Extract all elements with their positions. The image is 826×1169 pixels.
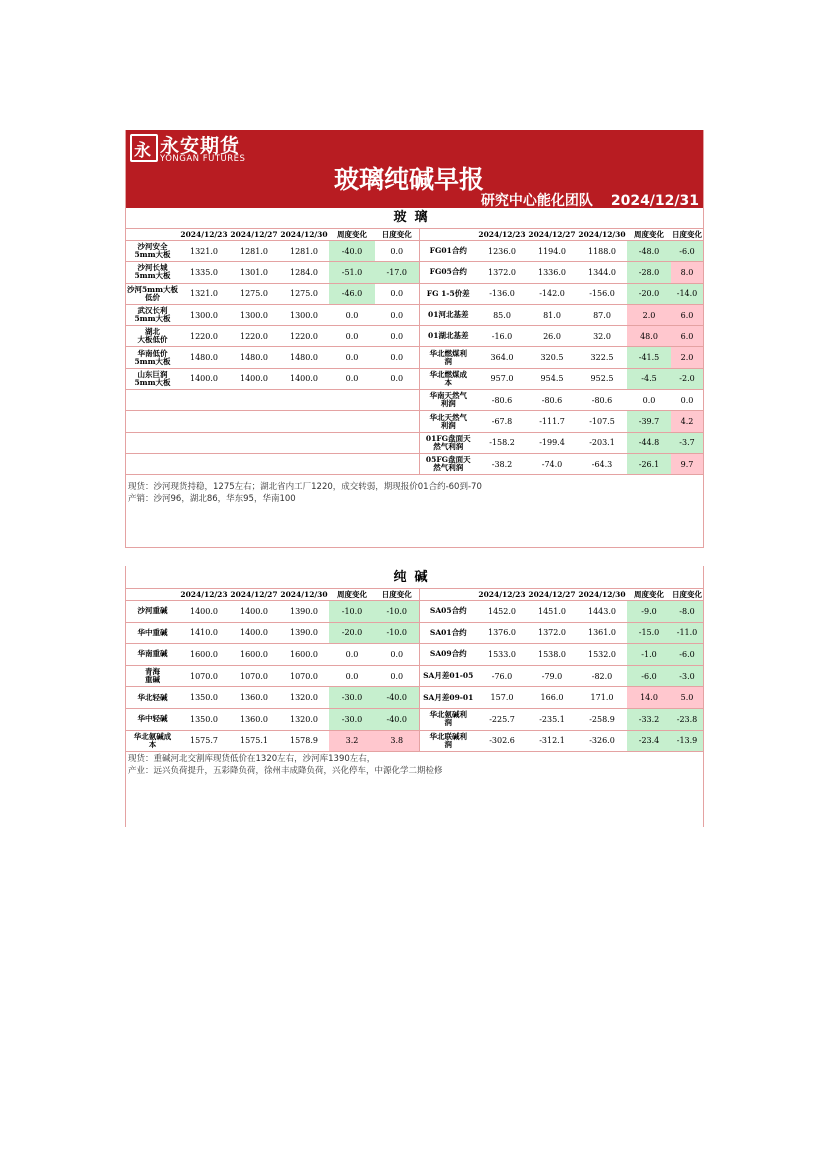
soda-header-row (126, 589, 703, 601)
price-value: 1301.0 (229, 262, 279, 283)
row-label: 华中重碱 (126, 622, 179, 644)
price-value: 171.0 (577, 687, 627, 709)
price-value: 1281.0 (229, 241, 279, 262)
price-value: 1390.0 (279, 622, 329, 644)
column-header: 2024/12/27 (528, 230, 576, 239)
table-row (126, 411, 703, 432)
price-value: -258.9 (577, 708, 627, 730)
price-value (279, 453, 329, 474)
row-label: SA09合约 (419, 644, 477, 666)
price-value (279, 432, 329, 453)
row-label: 沙河安全 5mm大板 (126, 241, 179, 262)
column-header: 周度变化 (627, 589, 671, 601)
logo-chinese-name: 永安期货 (160, 135, 241, 157)
price-value: 1372.0 (477, 262, 527, 283)
soda-note-industry: 产业：远兴负荷提升，五彩降负荷，徐州丰成降负荷，兴化停车，中源化学二期检修 (128, 766, 443, 776)
change-value: 0.0 (375, 368, 419, 389)
price-value: 1578.9 (279, 730, 329, 752)
price-value: 85.0 (477, 304, 527, 325)
price-value (179, 453, 229, 474)
change-value: 2.0 (627, 304, 671, 325)
row-label: 华北氨碱利 润 (419, 708, 477, 730)
change-value: -26.1 (627, 453, 671, 474)
glass-price-table (126, 229, 703, 475)
price-value: 1194.0 (527, 241, 577, 262)
change-value: -4.5 (627, 368, 671, 389)
column-header: 2024/12/30 (578, 590, 626, 599)
price-value: 1070.0 (179, 665, 229, 687)
row-label: 01湖北基差 (419, 326, 477, 347)
table-row (126, 283, 703, 304)
column-header: 日度变化 (375, 589, 419, 601)
price-value: 954.5 (527, 368, 577, 389)
price-value: 1281.0 (279, 241, 329, 262)
price-value: -82.0 (577, 665, 627, 687)
price-value: 1480.0 (279, 347, 329, 368)
change-value: -14.0 (671, 283, 703, 304)
team-name: 研究中心能化团队 (480, 193, 593, 209)
price-value: -80.6 (477, 390, 527, 411)
column-header: 日度变化 (375, 229, 419, 241)
change-value: -23.8 (671, 708, 703, 730)
price-value: 1335.0 (179, 262, 229, 283)
price-value: 1220.0 (279, 326, 329, 347)
change-value: -1.0 (627, 644, 671, 666)
change-value: 14.0 (627, 687, 671, 709)
price-value: 1390.0 (279, 601, 329, 623)
table-row (126, 390, 703, 411)
price-value: 1300.0 (229, 304, 279, 325)
column-header: 2024/12/27 (230, 230, 278, 239)
price-value: 1451.0 (527, 601, 577, 623)
change-value: -20.0 (627, 283, 671, 304)
change-value: 0.0 (329, 326, 375, 347)
row-label: 01FG盘面天 然气利润 (419, 432, 477, 453)
column-header (419, 229, 477, 241)
column-header: 周度变化 (329, 229, 375, 241)
change-value: 0.0 (329, 368, 375, 389)
row-label: 01河北基差 (419, 304, 477, 325)
header-blank (126, 589, 179, 601)
column-header: 日度变化 (672, 230, 702, 239)
price-value: 1350.0 (179, 687, 229, 709)
header-blank (126, 229, 179, 241)
change-value (329, 453, 375, 474)
row-label: 华北联碱利 润 (419, 730, 477, 752)
row-label (126, 390, 179, 411)
glass-note-spot: 现货：沙河现货持稳，1275左右；湖北省内工厂1220，成交转弱，期现报价01合约-60到-70 (128, 482, 482, 492)
price-value: 1350.0 (179, 708, 229, 730)
row-label: 湖北 大板低价 (126, 326, 179, 347)
price-value: 1321.0 (179, 241, 229, 262)
table-row (126, 347, 703, 368)
row-label: SA01合约 (419, 622, 477, 644)
change-value: -11.0 (671, 622, 703, 644)
change-value: 3.2 (329, 730, 375, 752)
change-value: 4.2 (671, 411, 703, 432)
row-label: 华南天然气 利润 (419, 390, 477, 411)
row-label: 青海 重碱 (126, 665, 179, 687)
price-value: -67.8 (477, 411, 527, 432)
price-value: 1443.0 (577, 601, 627, 623)
price-value: 1236.0 (477, 241, 527, 262)
change-value (329, 411, 375, 432)
price-value: 364.0 (477, 347, 527, 368)
price-value: 1284.0 (279, 262, 329, 283)
change-value (375, 390, 419, 411)
change-value: -33.2 (627, 708, 671, 730)
change-value: 0.0 (375, 304, 419, 325)
price-value: 1275.0 (279, 283, 329, 304)
price-value: 166.0 (527, 687, 577, 709)
change-value: -10.0 (375, 601, 419, 623)
change-value: 0.0 (375, 241, 419, 262)
change-value: -9.0 (627, 601, 671, 623)
table-row (126, 687, 703, 709)
price-value: -142.0 (527, 283, 577, 304)
header-banner (126, 130, 703, 208)
report-date: 2024/12/31 (610, 193, 699, 209)
change-value: -40.0 (375, 687, 419, 709)
price-value (179, 411, 229, 432)
team-date-line (481, 190, 699, 210)
price-value: 1376.0 (477, 622, 527, 644)
price-value: -156.0 (577, 283, 627, 304)
price-value: -74.0 (527, 453, 577, 474)
row-label (126, 432, 179, 453)
row-label: FG 1-5价差 (419, 283, 477, 304)
price-value: -111.7 (527, 411, 577, 432)
soda-section-title: 纯碱 (126, 568, 703, 589)
soda-report-panel (125, 566, 704, 827)
price-value (179, 432, 229, 453)
change-value: -15.0 (627, 622, 671, 644)
price-value: 1372.0 (527, 622, 577, 644)
price-value: 320.5 (527, 347, 577, 368)
price-value: 1452.0 (477, 601, 527, 623)
row-label: 华南重碱 (126, 644, 179, 666)
table-row (126, 304, 703, 325)
row-label: 华北燃煤利 润 (419, 347, 477, 368)
price-value: -225.7 (477, 708, 527, 730)
price-value: 1533.0 (477, 644, 527, 666)
column-header: 周度变化 (627, 229, 671, 241)
price-value: 1575.7 (179, 730, 229, 752)
row-label: 华中轻碱 (126, 708, 179, 730)
change-value (375, 432, 419, 453)
row-label: 华北氨碱成 本 (126, 730, 179, 752)
price-value: 1360.0 (229, 687, 279, 709)
price-value: 1600.0 (179, 644, 229, 666)
price-value: 1600.0 (229, 644, 279, 666)
row-label: SA月差09-01 (419, 687, 477, 709)
change-value: -6.0 (671, 241, 703, 262)
price-value: 32.0 (577, 326, 627, 347)
change-value: -10.0 (329, 601, 375, 623)
change-value: 0.0 (329, 665, 375, 687)
change-value: 0.0 (375, 283, 419, 304)
price-value: 157.0 (477, 687, 527, 709)
price-value: -302.6 (477, 730, 527, 752)
change-value (375, 411, 419, 432)
price-value: 1480.0 (179, 347, 229, 368)
price-value: 1400.0 (229, 601, 279, 623)
change-value: 3.8 (375, 730, 419, 752)
price-value: 1300.0 (179, 304, 229, 325)
change-value: 48.0 (627, 326, 671, 347)
price-value: -199.4 (527, 432, 577, 453)
soda-price-table (126, 589, 703, 752)
price-value: 957.0 (477, 368, 527, 389)
price-value: 1600.0 (279, 644, 329, 666)
change-value: 0.0 (375, 665, 419, 687)
price-value: -16.0 (477, 326, 527, 347)
table-row (126, 241, 703, 262)
row-label: 华北天然气 利润 (419, 411, 477, 432)
price-value: 1360.0 (229, 708, 279, 730)
price-value: -136.0 (477, 283, 527, 304)
price-value: 81.0 (527, 304, 577, 325)
price-value: 1532.0 (577, 644, 627, 666)
soda-notes (128, 753, 443, 777)
price-value: 1400.0 (279, 368, 329, 389)
table-row (126, 262, 703, 283)
table-row (126, 665, 703, 687)
price-value: 1220.0 (229, 326, 279, 347)
table-row (126, 432, 703, 453)
column-header: 2024/12/23 (180, 230, 228, 239)
price-value (279, 411, 329, 432)
price-value: 1410.0 (179, 622, 229, 644)
row-label: 华北燃煤成 本 (419, 368, 477, 389)
change-value: -40.0 (375, 708, 419, 730)
change-value: -10.0 (375, 622, 419, 644)
change-value: -30.0 (329, 687, 375, 709)
price-value: 1275.0 (229, 283, 279, 304)
price-value: 1070.0 (229, 665, 279, 687)
change-value (375, 453, 419, 474)
change-value: 0.0 (375, 326, 419, 347)
price-value: -76.0 (477, 665, 527, 687)
price-value: 1336.0 (527, 262, 577, 283)
table-row (126, 326, 703, 347)
change-value: 2.0 (671, 347, 703, 368)
change-value: -39.7 (627, 411, 671, 432)
row-label: SA月差01-05 (419, 665, 477, 687)
row-label: 武汉长利 5mm大板 (126, 304, 179, 325)
change-value: -6.0 (627, 665, 671, 687)
column-header: 2024/12/23 (478, 230, 526, 239)
price-value: 26.0 (527, 326, 577, 347)
change-value: -17.0 (375, 262, 419, 283)
change-value: 0.0 (375, 347, 419, 368)
row-label: 山东巨润 5mm大板 (126, 368, 179, 389)
price-value: -203.1 (577, 432, 627, 453)
change-value (329, 432, 375, 453)
price-value: 1361.0 (577, 622, 627, 644)
column-header: 周度变化 (329, 589, 375, 601)
change-value: 0.0 (329, 347, 375, 368)
table-row (126, 644, 703, 666)
glass-header-row (126, 229, 703, 241)
row-label: 华南低价 5mm大板 (126, 347, 179, 368)
price-value: -235.1 (527, 708, 577, 730)
table-row (126, 368, 703, 389)
column-header: 2024/12/23 (478, 590, 526, 599)
row-label (126, 411, 179, 432)
glass-report-panel (125, 130, 704, 548)
row-label (126, 453, 179, 474)
price-value: 1300.0 (279, 304, 329, 325)
price-value: 1538.0 (527, 644, 577, 666)
change-value: -8.0 (671, 601, 703, 623)
table-row (126, 708, 703, 730)
price-value: 1320.0 (279, 687, 329, 709)
price-value: 1320.0 (279, 708, 329, 730)
change-value: 9.7 (671, 453, 703, 474)
table-row (126, 453, 703, 474)
table-row (126, 601, 703, 623)
price-value: -38.2 (477, 453, 527, 474)
change-value: -48.0 (627, 241, 671, 262)
report-title: 玻璃纯碱早报 (334, 165, 485, 194)
logo-english-name: YONGAN FUTURES (160, 154, 246, 164)
change-value: -2.0 (671, 368, 703, 389)
table-row (126, 730, 703, 752)
change-value: 0.0 (329, 644, 375, 666)
price-value (179, 390, 229, 411)
price-value: -80.6 (527, 390, 577, 411)
yongan-logo-icon: 永 (130, 134, 158, 162)
price-value (229, 411, 279, 432)
row-label: 沙河长城 5mm大板 (126, 262, 179, 283)
price-value (279, 390, 329, 411)
price-value: 1480.0 (229, 347, 279, 368)
price-value: -64.3 (577, 453, 627, 474)
change-value: -46.0 (329, 283, 375, 304)
column-header (419, 589, 477, 601)
price-value: 1400.0 (229, 622, 279, 644)
price-value: -312.1 (527, 730, 577, 752)
change-value: -30.0 (329, 708, 375, 730)
change-value: 0.0 (627, 390, 671, 411)
row-label: SA05合约 (419, 601, 477, 623)
table-row (126, 622, 703, 644)
column-header: 2024/12/27 (230, 590, 278, 599)
change-value: -3.0 (671, 665, 703, 687)
glass-section-title: 玻璃 (126, 208, 703, 229)
column-header: 日度变化 (672, 590, 702, 599)
change-value: -44.8 (627, 432, 671, 453)
change-value: -23.4 (627, 730, 671, 752)
row-label: 沙河重碱 (126, 601, 179, 623)
price-value (229, 453, 279, 474)
change-value: 5.0 (671, 687, 703, 709)
change-value: -41.5 (627, 347, 671, 368)
row-label: FG01合约 (419, 241, 477, 262)
change-value: 0.0 (329, 304, 375, 325)
change-value: -13.9 (671, 730, 703, 752)
price-value: -80.6 (577, 390, 627, 411)
price-value: 1400.0 (229, 368, 279, 389)
price-value: 1575.1 (229, 730, 279, 752)
column-header: 2024/12/30 (280, 230, 328, 239)
change-value: -51.0 (329, 262, 375, 283)
change-value: 0.0 (375, 644, 419, 666)
price-value: 1220.0 (179, 326, 229, 347)
price-value: 322.5 (577, 347, 627, 368)
price-value: 1400.0 (179, 368, 229, 389)
change-value: -6.0 (671, 644, 703, 666)
change-value: -28.0 (627, 262, 671, 283)
price-value (229, 432, 279, 453)
glass-notes (128, 481, 482, 505)
row-label: 华北轻碱 (126, 687, 179, 709)
price-value: 1070.0 (279, 665, 329, 687)
price-value: 952.5 (577, 368, 627, 389)
change-value: -20.0 (329, 622, 375, 644)
column-header: 2024/12/23 (180, 590, 228, 599)
column-header: 2024/12/30 (578, 230, 626, 239)
column-header: 2024/12/30 (280, 590, 328, 599)
price-value: -107.5 (577, 411, 627, 432)
price-value: 1321.0 (179, 283, 229, 304)
price-value: 1344.0 (577, 262, 627, 283)
change-value: 8.0 (671, 262, 703, 283)
soda-note-spot: 现货：重碱河北交割库现货低价在1320左右，沙河库1390左右， (128, 754, 376, 764)
change-value: 6.0 (671, 304, 703, 325)
price-value: 1400.0 (179, 601, 229, 623)
price-value: -79.0 (527, 665, 577, 687)
change-value: 6.0 (671, 326, 703, 347)
price-value: -326.0 (577, 730, 627, 752)
change-value: 0.0 (671, 390, 703, 411)
change-value: -40.0 (329, 241, 375, 262)
row-label: 沙河5mm大板 低价 (126, 283, 179, 304)
row-label: 05FG盘面天 然气利润 (419, 453, 477, 474)
change-value (329, 390, 375, 411)
row-label: FG05合约 (419, 262, 477, 283)
change-value: -3.7 (671, 432, 703, 453)
price-value (229, 390, 279, 411)
price-value: 87.0 (577, 304, 627, 325)
glass-note-sales: 产销：沙河96，湖北86，华东95，华南100 (128, 494, 296, 504)
price-value: -158.2 (477, 432, 527, 453)
price-value: 1188.0 (577, 241, 627, 262)
column-header: 2024/12/27 (528, 590, 576, 599)
